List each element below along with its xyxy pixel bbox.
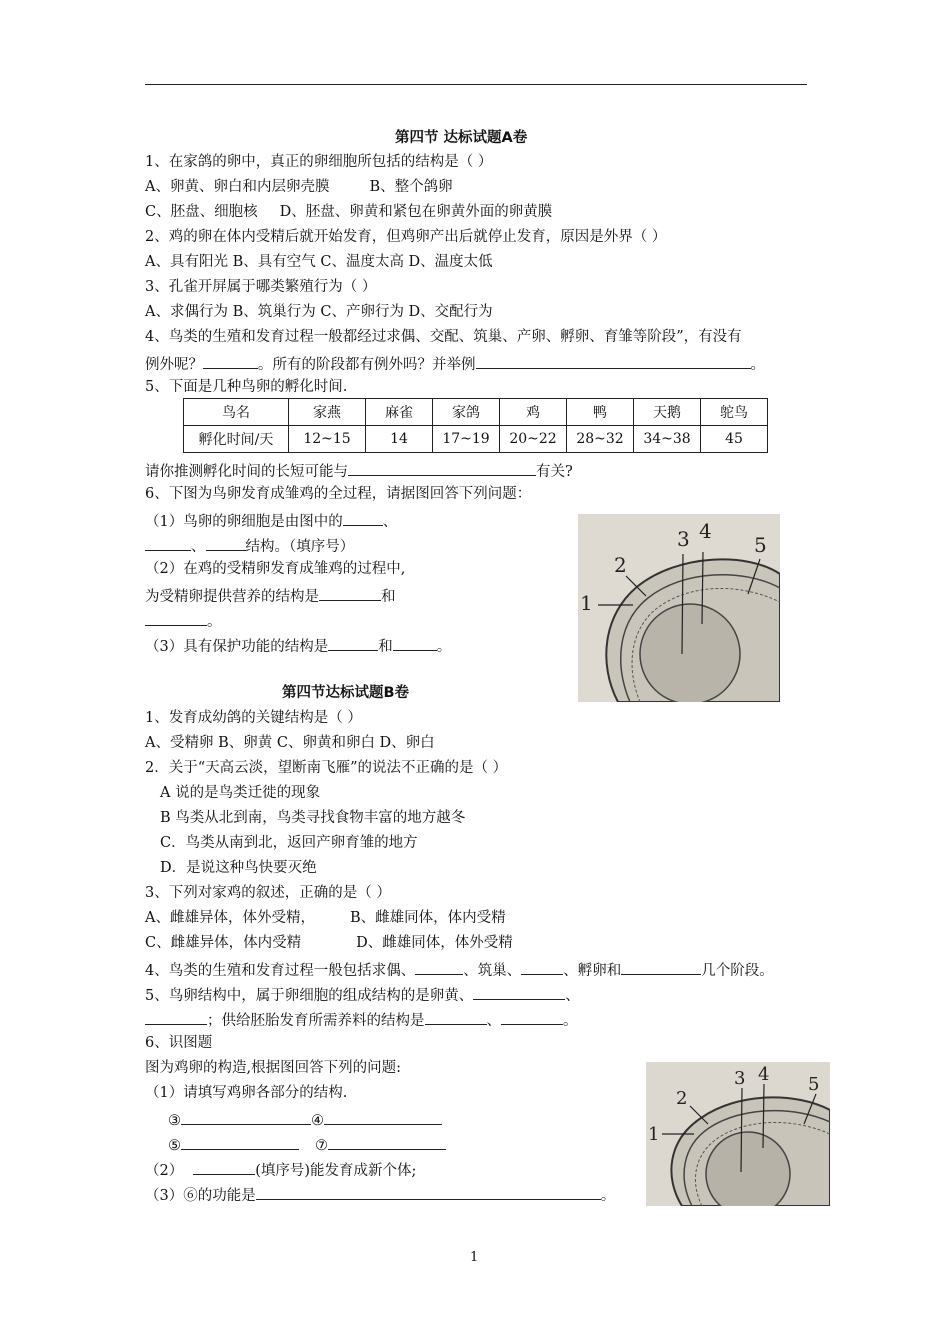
b-q1-options: A、受精卵 B、卵黄 C、卵黄和卵白 D、卵白 (145, 735, 435, 751)
figure-label-5: 5 (808, 1074, 820, 1095)
b-q3: 3、下列对家鸡的叙述，正确的是（ ） (145, 885, 391, 901)
a-q1: 1、在家鸽的卵中，真正的卵细胞所包括的结构是（ ） (145, 154, 493, 170)
a-q4-text-a: 例外呢？ (145, 357, 203, 373)
page-number: 1 (470, 1250, 479, 1265)
table-cell: 鸟名 (184, 399, 289, 426)
figure-label-5: 5 (754, 533, 767, 557)
table-cell: 12~15 (289, 426, 366, 453)
b-q6-blank-5[interactable] (181, 1133, 299, 1150)
a-q6-1-blank-3[interactable] (206, 534, 246, 551)
a-q6-3 (145, 634, 451, 657)
b-q5-text-c: ；供给胚胎发育所需养料的结构是 (207, 1013, 425, 1029)
b-q5-text-d: 、 (486, 1013, 501, 1029)
a-q6-1-text-c: 、 (191, 539, 206, 555)
a-q6-1-text-a: （1）鸟卵的卵细胞是由图中的 (145, 514, 343, 530)
a-q6: 6、下图为鸟卵发育成雏鸡的全过程，请据图回答下列问题： (145, 486, 532, 502)
b-q6-marker-4: ④ (311, 1113, 324, 1129)
figure-label-4: 4 (699, 519, 712, 543)
a-q5-blank[interactable] (348, 459, 536, 476)
section-b-title: 第四节达标试题B卷 (282, 685, 410, 701)
b-q5-blank-4[interactable] (501, 1008, 563, 1025)
b-q6-1: （1）请填写鸡卵各部分的结构. (145, 1085, 348, 1101)
table-cell: 45 (701, 426, 768, 453)
a-q6-3-blank-2[interactable] (393, 634, 437, 651)
b-q4-blank-1[interactable] (415, 958, 463, 975)
section-a-title: 第四节 达标试题A卷 (395, 130, 528, 146)
b-q6-2-text-b: (填序号)能发育成新个体; (255, 1163, 417, 1179)
b-q2-opt-b: B 鸟类从北到南，鸟类寻找食物丰富的地方越冬 (160, 810, 466, 826)
a-q6-3-text-c: 。 (436, 639, 452, 655)
yolk (706, 1132, 790, 1206)
a-q6-2-text-c: 和 (381, 589, 396, 605)
figure-label-2: 2 (676, 1088, 688, 1109)
b-q2-opt-a: A 说的是鸟类迁徙的现象 (160, 785, 321, 801)
table-cell: 天鹅 (634, 399, 701, 426)
a-q6-2-text-d: 。 (207, 614, 222, 630)
table-cell: 麻雀 (366, 399, 433, 426)
b-q4 (145, 958, 774, 981)
a-q6-2-line2 (145, 584, 396, 607)
egg-structure-figure-a (578, 514, 780, 702)
figure-label-3: 3 (734, 1068, 746, 1089)
b-q6-intro: 图为鸡卵的构造,根据图回答下列的问题: (145, 1060, 401, 1076)
hatching-time-table (183, 398, 768, 453)
b-q3-opt-a: A、雌雄异体，体外受精， (145, 910, 315, 926)
figure-label-1: 1 (648, 1124, 660, 1145)
a-q6-1-line1 (145, 509, 397, 532)
a-q1-opt-c: C、胚盘、细胞核 (145, 204, 258, 220)
b-q6-marker-5: ⑤ (168, 1138, 181, 1154)
b-q6-2-text-a: （2） (145, 1163, 184, 1179)
a-q6-1-blank-1[interactable] (343, 509, 383, 526)
b-q6-2 (145, 1158, 416, 1181)
table-cell: 14 (366, 426, 433, 453)
b-q4-text-b: 、筑巢、 (463, 963, 522, 979)
b-q4-blank-3[interactable] (621, 958, 701, 975)
a-q6-2-blank-1[interactable] (319, 584, 381, 601)
b-q5-blank-1[interactable] (473, 983, 565, 1000)
a-q6-2-blank-2[interactable] (145, 609, 207, 626)
a-q4-blank-2[interactable] (476, 352, 751, 369)
table-cell: 家燕 (289, 399, 366, 426)
a-q6-2-text-b: 为受精卵提供营养的结构是 (145, 589, 319, 605)
b-q6-3-text-b: 。 (600, 1188, 616, 1204)
b-q4-blank-2[interactable] (521, 958, 563, 975)
table-cell: 20~22 (500, 426, 567, 453)
a-q3: 3、孔雀开屏属于哪类繁殖行为（ ） (145, 279, 377, 295)
a-q4-text-c: 。 (750, 357, 765, 373)
a-q1-options-1 (145, 177, 453, 197)
a-q5-followup (145, 459, 573, 482)
b-q4-text-c: 、孵卵和 (563, 963, 622, 979)
b-q5-text-a: 5、鸟卵结构中，属于卵细胞的组成结构的是卵黄、 (145, 988, 474, 1004)
a-q4-line1: 4、鸟类的生殖和发育过程一般都经过求偶、交配、筑巢、产卵、孵卵、育雏等阶段”，有没有 (145, 329, 742, 345)
table-cell: 17~19 (433, 426, 500, 453)
figure-label-2: 2 (614, 553, 627, 577)
yolk (640, 604, 740, 702)
b-q5-blank-3[interactable] (425, 1008, 487, 1025)
table-cell: 鸭 (567, 399, 634, 426)
b-q6-3 (145, 1183, 615, 1206)
b-q5-line1 (145, 983, 580, 1006)
b-q6-marker-7: ⑦ (315, 1138, 328, 1154)
table-cell: 28~32 (567, 426, 634, 453)
a-q2-options: A、具有阳光 B、具有空气 C、温度太高 D、温度太低 (145, 254, 493, 270)
b-q5-line2 (145, 1008, 578, 1031)
table-cell: 34~38 (634, 426, 701, 453)
b-q6-3-blank[interactable] (256, 1183, 601, 1200)
figure-label-4: 4 (758, 1064, 770, 1085)
a-q6-3-text-b: 和 (378, 639, 393, 655)
table-cell: 家鸽 (433, 399, 500, 426)
a-q6-2-line3 (145, 609, 222, 632)
a-q6-2-line1: （2）在鸡的受精卵发育成雏鸡的过程中, (145, 561, 406, 577)
header-rule (145, 84, 807, 85)
a-q6-1-text-d: 结构。（填序号） (245, 539, 355, 555)
a-q4-blank-1[interactable] (203, 352, 258, 369)
a-q5-text-a: 请你推测孵化时间的长短可能与 (145, 464, 348, 480)
a-q6-1-text-b: 、 (382, 514, 398, 530)
a-q6-1-blank-2[interactable] (145, 534, 191, 551)
a-q3-options: A、求偶行为 B、筑巢行为 C、产卵行为 D、交配行为 (145, 304, 493, 320)
b-q6: 6、识图题 (145, 1035, 213, 1051)
table-row (184, 399, 768, 426)
table-cell: 孵化时间/天 (184, 426, 289, 453)
a-q6-3-blank-1[interactable] (328, 634, 378, 651)
a-q2: 2、鸡的卵在体内受精后就开始发育，但鸡卵产出后就停止发育，原因是外界（ ） (145, 229, 667, 245)
b-q5-text-b: 、 (565, 988, 580, 1004)
b-q2-opt-c: C．鸟类从南到北，返回产卵育雏的地方 (160, 835, 418, 851)
b-q6-2-blank[interactable] (193, 1158, 255, 1175)
b-q5-text-e: 。 (563, 1013, 578, 1029)
table-row (184, 426, 768, 453)
b-q2: 2．关于“天高云淡，望断南飞雁”的说法不正确的是（ ） (145, 760, 508, 776)
b-q3-options-1 (145, 908, 506, 928)
b-q6-1-row2 (168, 1133, 446, 1156)
b-q6-blank-4[interactable] (324, 1108, 442, 1125)
figure-label-3: 3 (677, 527, 690, 551)
b-q6-3-text-a: （3）⑥的功能是 (145, 1188, 256, 1204)
a-q1-opt-a: A、卵黄、卵白和内层卵壳膜 (145, 179, 330, 195)
table-cell: 鸵鸟 (701, 399, 768, 426)
b-q3-opt-b: B、雌雄同体，体内受精 (349, 910, 506, 926)
figure-label-1: 1 (580, 591, 593, 615)
b-q2-opt-d: D．是说这种鸟快要灭绝 (160, 860, 317, 876)
a-q5-text-b: 有关? (536, 464, 573, 480)
b-q5-blank-2[interactable] (145, 1008, 207, 1025)
b-q1: 1、发育成幼鸽的关键结构是（ ） (145, 710, 362, 726)
b-q6-blank-7[interactable] (328, 1133, 446, 1150)
b-q3-options-2 (145, 933, 513, 953)
a-q6-3-text-a: （3）具有保护功能的结构是 (145, 639, 329, 655)
b-q4-text-a: 4、鸟类的生殖和发育过程一般包括求偶、 (145, 963, 416, 979)
b-q3-opt-d: D、雌雄同体，体外受精 (356, 935, 513, 951)
b-q6-marker-3: ③ (168, 1113, 181, 1129)
table-cell: 鸡 (500, 399, 567, 426)
a-q1-options-2 (145, 202, 552, 222)
egg-structure-figure-b (646, 1062, 830, 1206)
a-q6-1-line2 (145, 534, 354, 557)
a-q1-opt-b: B、整个鸽卵 (369, 179, 453, 195)
a-q4-line2 (145, 352, 765, 375)
a-q1-opt-d: D、胚盘、卵黄和紧包在卵黄外面的卵黄膜 (279, 204, 553, 220)
a-q5: 5、下面是几种鸟卵的孵化时间. (145, 379, 348, 395)
b-q6-blank-3[interactable] (181, 1108, 311, 1125)
b-q6-1-row1 (168, 1108, 442, 1131)
a-q4-text-b: 。所有的阶段都有例外吗？并举例 (258, 357, 476, 373)
b-q4-text-d: 几个阶段。 (701, 963, 774, 979)
b-q3-opt-c: C、雌雄异体，体内受精 (145, 935, 302, 951)
